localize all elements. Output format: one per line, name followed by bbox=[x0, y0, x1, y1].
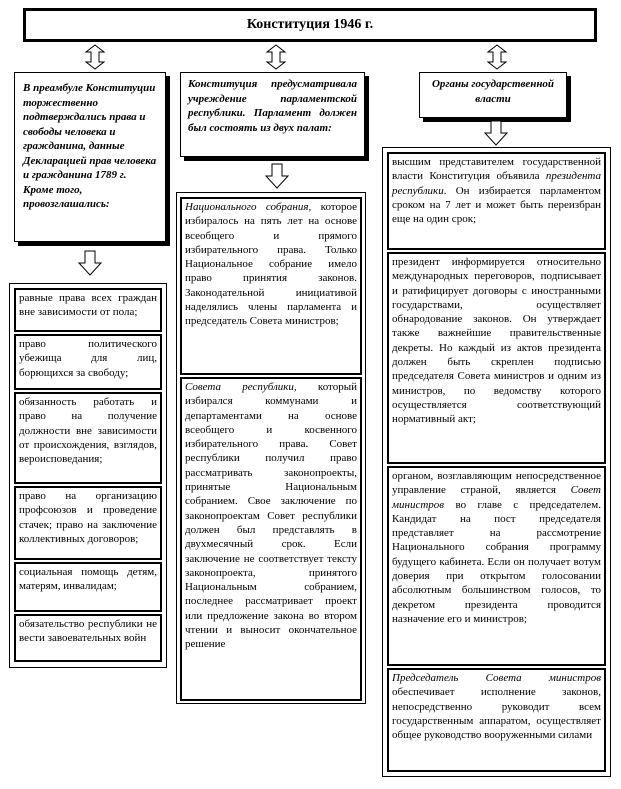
double-arrow-icon bbox=[486, 44, 508, 70]
header-parliament: Конституция предусматривала учреждение парламентской республики. Парламент должен был состоять из двух палат: bbox=[180, 72, 365, 157]
item-emphasis: президента республики bbox=[392, 170, 601, 197]
item-text: во главе с председателем. Кандидат на пост председателя представляет на рассмотрение Национального собрания программу будущего кабинета. Если он получает вотум доверия при открытом голосовании абсолютным большинством голосов, то декретом президента проводится назначение его и министров; bbox=[392, 498, 601, 625]
state-bodies-list bbox=[382, 147, 611, 777]
list-item-council-of-republic bbox=[180, 377, 362, 701]
item-emphasis: Председатель Совета министров bbox=[392, 672, 601, 684]
double-arrow-icon bbox=[265, 44, 287, 70]
down-arrow-icon bbox=[265, 163, 289, 189]
item-text: . Он избирается парламентом сроком на 7 лет и может быть переизбран еще на один срок; bbox=[392, 184, 601, 226]
list-item: обязательство республики не вести завоевательных войн bbox=[14, 614, 162, 662]
list-item-national-assembly bbox=[180, 197, 362, 375]
item-text: президент информируется относительно международных переговоров, подписывает и ратифицирует договоры с иностранными государствами, осуществляет обнародование законов. Он утверждает также важнейшие правительственные декреты. Но каждый из актов президента должен быть скреплен подписью председателя Совета министров и одним из министров, по ведомству которого осуществляется соответствующий нормативный акт; bbox=[392, 256, 601, 426]
list-item bbox=[387, 252, 606, 464]
down-arrow-icon bbox=[484, 120, 508, 146]
double-arrow-icon bbox=[84, 44, 106, 70]
list-item: равные права всех граждан вне зависимости от пола; bbox=[14, 288, 162, 332]
chambers-list bbox=[176, 192, 366, 704]
list-item: право на организацию профсоюзов и проведение стачек; право на заключение коллективных договоров; bbox=[14, 486, 162, 560]
diagram-title: Конституция 1946 г. bbox=[23, 8, 597, 42]
item-emphasis: Совет министров bbox=[392, 484, 601, 511]
item-lead: Национального собрания, bbox=[185, 201, 312, 213]
item-lead: Совета республики, bbox=[185, 381, 297, 393]
header-preamble: В преамбуле Конституции торжественно подтверждались права и свободы человека и гражданина, данные Декларацией прав человека и гражданина 1789 г. Кроме того, провозглашались: bbox=[14, 72, 166, 242]
list-item bbox=[387, 466, 606, 666]
item-text: который избирался коммунами и департаментами на основе всеобщего и косвенного избирательного права. Совет республики получил право рассматривать законопроекты, принятые Национальным собранием. Свое заключение по законопроектам Совет республики должен был представлять в двухмесячный срок. Если заключение не соответствует тексту законопроекта, принятого Национальным собранием, последнее рассматривает проект или предложение закона во втором чтении и выносит окончательное решение bbox=[185, 381, 357, 651]
rights-list bbox=[9, 283, 167, 668]
item-text: которое избиралось на пять лет на основе всеобщего и прямого избирательного права. Только Национальное собрание имело право принятия законов. Законодательной инициативой наделялись члены парламента и председатель Совета министров; bbox=[185, 201, 357, 328]
list-item: обязанность работать и право на получение должности вне зависимости от происхождения, взглядов, вероисповедания; bbox=[14, 392, 162, 484]
list-item: право политического убежища для лиц, борющихся за свободу; bbox=[14, 334, 162, 390]
item-text: высшим представителем государственной власти Конституция объявила bbox=[392, 156, 601, 183]
down-arrow-icon bbox=[78, 250, 102, 276]
list-item bbox=[387, 152, 606, 250]
list-item: социальная помощь детям, матерям, инвалидам; bbox=[14, 562, 162, 612]
list-item bbox=[387, 668, 606, 772]
header-state-bodies: Органы государственной власти bbox=[419, 72, 567, 118]
item-text: органом, возглавляющим непосредственное управление страной, является bbox=[392, 470, 601, 497]
item-text: обеспечивает исполнение законов, непосредственно руководит всем государственным аппаратом, осуществляет общее руководство вооруженными силами bbox=[392, 686, 601, 742]
